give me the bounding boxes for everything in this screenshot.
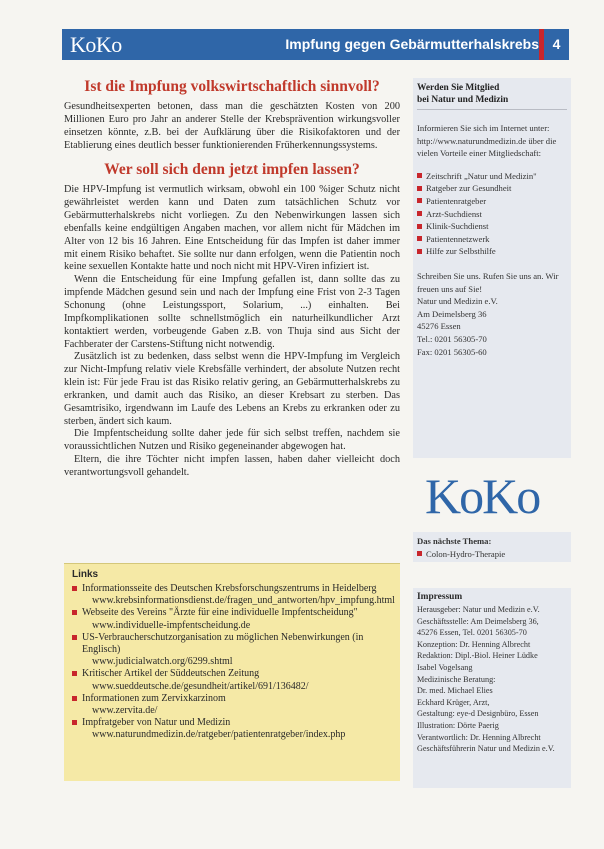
bullet-icon [72, 610, 77, 615]
impressum-line: Dr. med. Michael Elies [417, 686, 493, 696]
next-topic-title: Colon-Hydro-Therapie [426, 548, 506, 559]
impressum-line: Geschäftsstelle: Am Deimelsberg 36, [417, 616, 539, 626]
section2-heading: Wer soll sich denn jetzt impfen lassen? [104, 161, 360, 179]
impressum-line: Gestaltung: eye-d Designbüro, Essen [417, 709, 539, 719]
section1-heading: Ist die Impfung volkswirtschaftlich sinnvoll? [84, 78, 380, 95]
impressum-line: Redaktion: Dipl.-Biol. Heiner Lüdke [417, 651, 538, 661]
benefit-item [417, 170, 567, 183]
link-description: Kritischer Artikel der Süddeutschen Zeitung [82, 668, 260, 680]
bullet-icon [417, 551, 422, 556]
membership-heading-line: bei Natur und Medizin [417, 94, 509, 105]
membership-intro: Informieren Sie sich im Internet unter: http://www.naturundmedizin.de über die vielen Vorteile einer Mitgliedschaft: [417, 123, 557, 159]
impressum-title: Impressum [417, 592, 463, 602]
next-topic-label: Das nächste Thema: [417, 536, 492, 546]
link-url[interactable]: www.naturundmedizin.de/ratgeber/patientenratgeber/index.php [92, 729, 346, 741]
impressum-box [413, 588, 571, 788]
benefit-label: Hilfe zur Selbsthilfe [426, 246, 496, 257]
section1-paragraph: Gesundheitsexperten betonen, dass man die geschätzten Kosten von 200 Millionen Euro pro Jahr an anderer Stelle der Krebsprävention wirkungsvoller einsetzen könnte, z.B. bei der Aufklärung über die Risikofaktoren und der Etablierung eines deutlich besser funktionierenden Früherkennungssystems. [64, 101, 400, 151]
benefit-item [417, 182, 567, 195]
membership-box [413, 78, 571, 458]
link-url[interactable]: www.sueddeutsche.de/gesundheit/artikel/691/136482/ [92, 680, 309, 692]
links-list [64, 583, 400, 742]
benefit-item [417, 220, 567, 233]
impressum-line: Herausgeber: Natur und Medizin e.V. [417, 605, 540, 614]
section2-paragraph: Die Impfentscheidung sollte daher jede für sich selbst treffen, nachdem sie voraussichtlichen Nutzen und Risiko gegeneinander abgewogen hat. [64, 428, 400, 453]
contact-text: Schreiben Sie uns. Rufen Sie uns an. Wir freuen uns auf Sie! [417, 270, 559, 294]
membership-heading [413, 78, 571, 106]
koko-logo-area [413, 467, 571, 532]
bullet-icon [72, 671, 77, 676]
next-topic-list [413, 548, 571, 561]
impressum-line: Verantwortlich: Dr. Henning Albrecht [417, 732, 541, 742]
bullet-icon [417, 198, 422, 203]
bullet-icon [72, 720, 77, 725]
benefit-label: Arzt-Suchdienst [426, 208, 482, 219]
next-topic-item [417, 548, 567, 561]
link-description: Informationen zum Zervixkarzinom [82, 692, 226, 704]
benefit-item [417, 233, 567, 246]
header-title: Impfung gegen Gebärmutterhalskrebs [285, 36, 539, 52]
benefit-item [417, 195, 567, 208]
page-number: 4 [539, 29, 569, 60]
section2-paragraph: Wenn die Entscheidung für eine Impfung gefallen ist, dann sollte das zu impfende Mädchen gesund sein und nach der Impfung eine Frist von 2-3 Tagen Schonung (ohne Leistungssport, Solarium, ...) einhalten. Bei Impfkomplikationen sollte schnellstmöglich ein naturheilkundlicher Arzt kontaktiert werden, vorbeugende Gaben z.B. von Thuja sind aus Sicht der Fachberater der Carstens-Stiftung nicht notwendig. [64, 274, 400, 350]
divider [417, 109, 567, 110]
benefit-label: Ratgeber zur Gesundheit [426, 183, 512, 194]
impressum-line: Eckhard Krüger, Arzt, [417, 697, 490, 707]
links-title: Links [72, 569, 99, 580]
bullet-icon [417, 173, 422, 178]
benefit-label: Zeitschrift „Natur und Medizin" [426, 170, 537, 181]
link-item [72, 632, 394, 669]
impressum-line: Geschäftsführerin Natur und Medizin e.V. [417, 744, 555, 754]
impressum-line: Konzeption: Dr. Henning Albrecht [417, 639, 531, 649]
bullet-icon [417, 186, 422, 191]
section2-paragraph: Eltern, die ihre Töchter nicht impfen lassen, haben daher vielleicht doch verantwortungsvoll gehandelt. [64, 454, 400, 478]
link-item [72, 607, 394, 631]
impressum-line: Medizinische Beratung: [417, 674, 496, 684]
section2-paragraph: Zusätzlich ist zu bedenken, dass selbst wenn die HPV-Impfung im Vergleich zur Nicht-Impfung relativ viele Krebsfälle verhindert, der absolute Nutzen recht klein ist: Für jede Frau ist das Risiko relativ gering, an Gebärmutterhalskrebs zu erkranken, und damit auch das Risiko, an dieser Krebsart zu sterben. Das Gesamtrisiko, irgendwann im Laufe des Lebens an Krebs zu erkranken oder zu sterben, ändert sich kaum. [64, 351, 400, 427]
benefit-label: Klinik-Suchdienst [426, 221, 489, 232]
link-description: Webseite des Vereins "Ärzte für eine individuelle Impfentscheidung" [82, 607, 358, 619]
address-line: Am Deimelsberg 36 [417, 308, 487, 319]
link-description: Informationsseite des Deutschen Krebsforschungszentrums in Heidelberg [82, 583, 377, 594]
benefit-item [417, 245, 567, 258]
impressum-line: Illustration: Dörte Paerig [417, 720, 499, 730]
link-url[interactable]: www.krebsinformationsdienst.de/fragen_und_antworten/hpv_impfung.html [92, 595, 395, 607]
bullet-icon [417, 249, 422, 254]
next-topic-box [413, 532, 571, 562]
phone: Tel.: 0201 56305-70 [417, 333, 487, 344]
impressum-line: 45276 Essen, Tel. 0201 56305-70 [417, 628, 527, 638]
koko-logo: KoKo [425, 468, 540, 524]
link-item [72, 693, 394, 717]
address-block [413, 295, 571, 358]
bullet-icon [72, 696, 77, 701]
link-item [72, 717, 394, 741]
benefit-label: Patientennetzwerk [426, 233, 490, 244]
link-description: US-Verbraucherschutzorganisation zu möglichen Nebenwirkungen (in Englisch) [82, 631, 364, 656]
impressum-line: Isabel Vogelsang [417, 662, 473, 672]
brand-logo: KoKo [70, 32, 122, 57]
section2-paragraph: Die HPV-Impfung ist vermutlich wirksam, obwohl ein 100 %iger Schutz nicht gewährleistet werden kann und Daten zum tatsächlichen Schutz vor Gebärmutterhalskrebs nicht vorliegen. Zu den Nebenwirkungen lassen sich ebenfalls keine endgültigen Angaben machen, vor allem nicht für Mädchen im Alter von 12 bis 16 Jahren. Eine Entscheidung für das Impfen ist daher immer mit einem Risiko behaftet. Sie sollte nur dann erfolgen, wenn die Patientin noch keine sexuellen Kontakte hatte und noch nicht mit HPV-Viren infiziert ist. [64, 184, 400, 273]
link-url[interactable]: www.zervita.de/ [92, 705, 158, 717]
bullet-icon [417, 211, 422, 216]
benefit-item [417, 208, 567, 221]
bullet-icon [72, 586, 77, 591]
link-item [72, 583, 394, 607]
main-column [64, 78, 400, 480]
address-line: Natur und Medizin e.V. [417, 296, 498, 307]
address-line: 45276 Essen [417, 321, 461, 332]
bullet-icon [417, 224, 422, 229]
page-header [62, 29, 569, 60]
links-box [64, 563, 400, 781]
link-url[interactable]: www.judicialwatch.org/6299.shtml [92, 656, 233, 668]
membership-heading-line: Werden Sie Mitglied [417, 83, 500, 93]
fax: Fax: 0201 56305-60 [417, 346, 487, 357]
benefits-list [413, 170, 571, 258]
bullet-icon [417, 236, 422, 241]
link-description: Impfratgeber von Natur und Medizin [82, 717, 231, 729]
benefit-label: Patientenratgeber [426, 195, 487, 206]
link-url[interactable]: www.individuelle-impfentscheidung.de [92, 619, 251, 631]
link-item [72, 668, 394, 692]
bullet-icon [72, 635, 77, 640]
